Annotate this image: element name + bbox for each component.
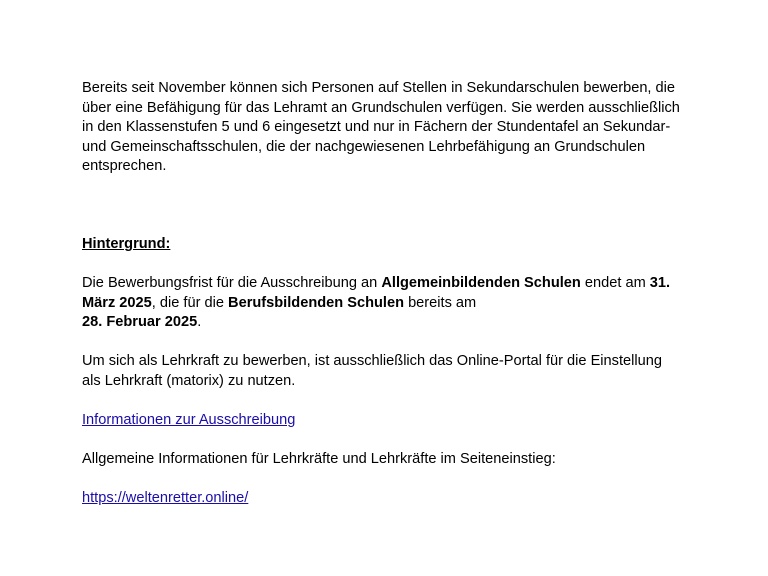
- spacer: [82, 255, 722, 275]
- spacer: [82, 470, 722, 490]
- deadline-text: bereits am: [404, 294, 477, 311]
- deadline-paragraph: [82, 274, 722, 333]
- deadline-text: , die für die: [151, 294, 229, 311]
- general-info-paragraph: [82, 450, 722, 470]
- deadline-date-general: März 2025: [82, 294, 152, 311]
- document-body: [82, 79, 722, 509]
- deadline-text: endet am: [580, 275, 650, 292]
- intro-line: in den Klassenstufen 5 und 6 eingesetzt und nur in Fächern der Stundentafel an Sekundar-: [82, 119, 671, 136]
- background-section: [82, 235, 722, 255]
- intro-line: über eine Befähigung für das Lehramt an Grundschulen verfügen. Sie werden ausschließlich: [82, 99, 680, 116]
- school-type-vocational: Berufsbildenden Schulen: [228, 294, 405, 311]
- spacer: [82, 431, 722, 451]
- deadline-date-vocational: 28. Februar 2025: [82, 314, 198, 331]
- website-link[interactable]: https://weltenretter.online/: [82, 490, 249, 507]
- information-link[interactable]: Informationen zur Ausschreibung: [82, 412, 296, 429]
- deadline-line-1: [82, 274, 722, 294]
- deadline-text: .: [197, 314, 202, 331]
- deadline-text: Die Bewerbungsfrist für die Ausschreibung an: [82, 275, 382, 292]
- portal-line: Um sich als Lehrkraft zu bewerben, ist ausschließlich das Online-Portal für die Einstellung: [82, 353, 662, 370]
- school-type-general: Allgemeinbildenden Schulen: [381, 275, 581, 292]
- spacer: [82, 333, 722, 353]
- general-info-text: Allgemeine Informationen für Lehrkräfte und Lehrkräfte im Seiteneinstieg:: [82, 451, 556, 468]
- portal-paragraph: [82, 352, 722, 391]
- portal-line: als Lehrkraft (matorix) zu nutzen.: [82, 372, 296, 389]
- deadline-line-3: [82, 313, 722, 333]
- deadline-date-general: 31.: [649, 275, 671, 292]
- section-heading: Hintergrund:: [82, 235, 171, 252]
- intro-line: entsprechen.: [82, 158, 167, 175]
- spacer: [82, 392, 722, 412]
- url-paragraph: [82, 489, 722, 509]
- intro-paragraph: [82, 79, 722, 177]
- info-link-paragraph: [82, 411, 722, 431]
- intro-line: und Gemeinschaftsschulen, die der nachgewiesenen Lehrbefähigung an Grundschulen: [82, 138, 646, 155]
- deadline-line-2: [82, 294, 722, 314]
- intro-line: Bereits seit November können sich Personen auf Stellen in Sekundarschulen bewerben, die: [82, 80, 676, 96]
- spacer: [82, 177, 722, 235]
